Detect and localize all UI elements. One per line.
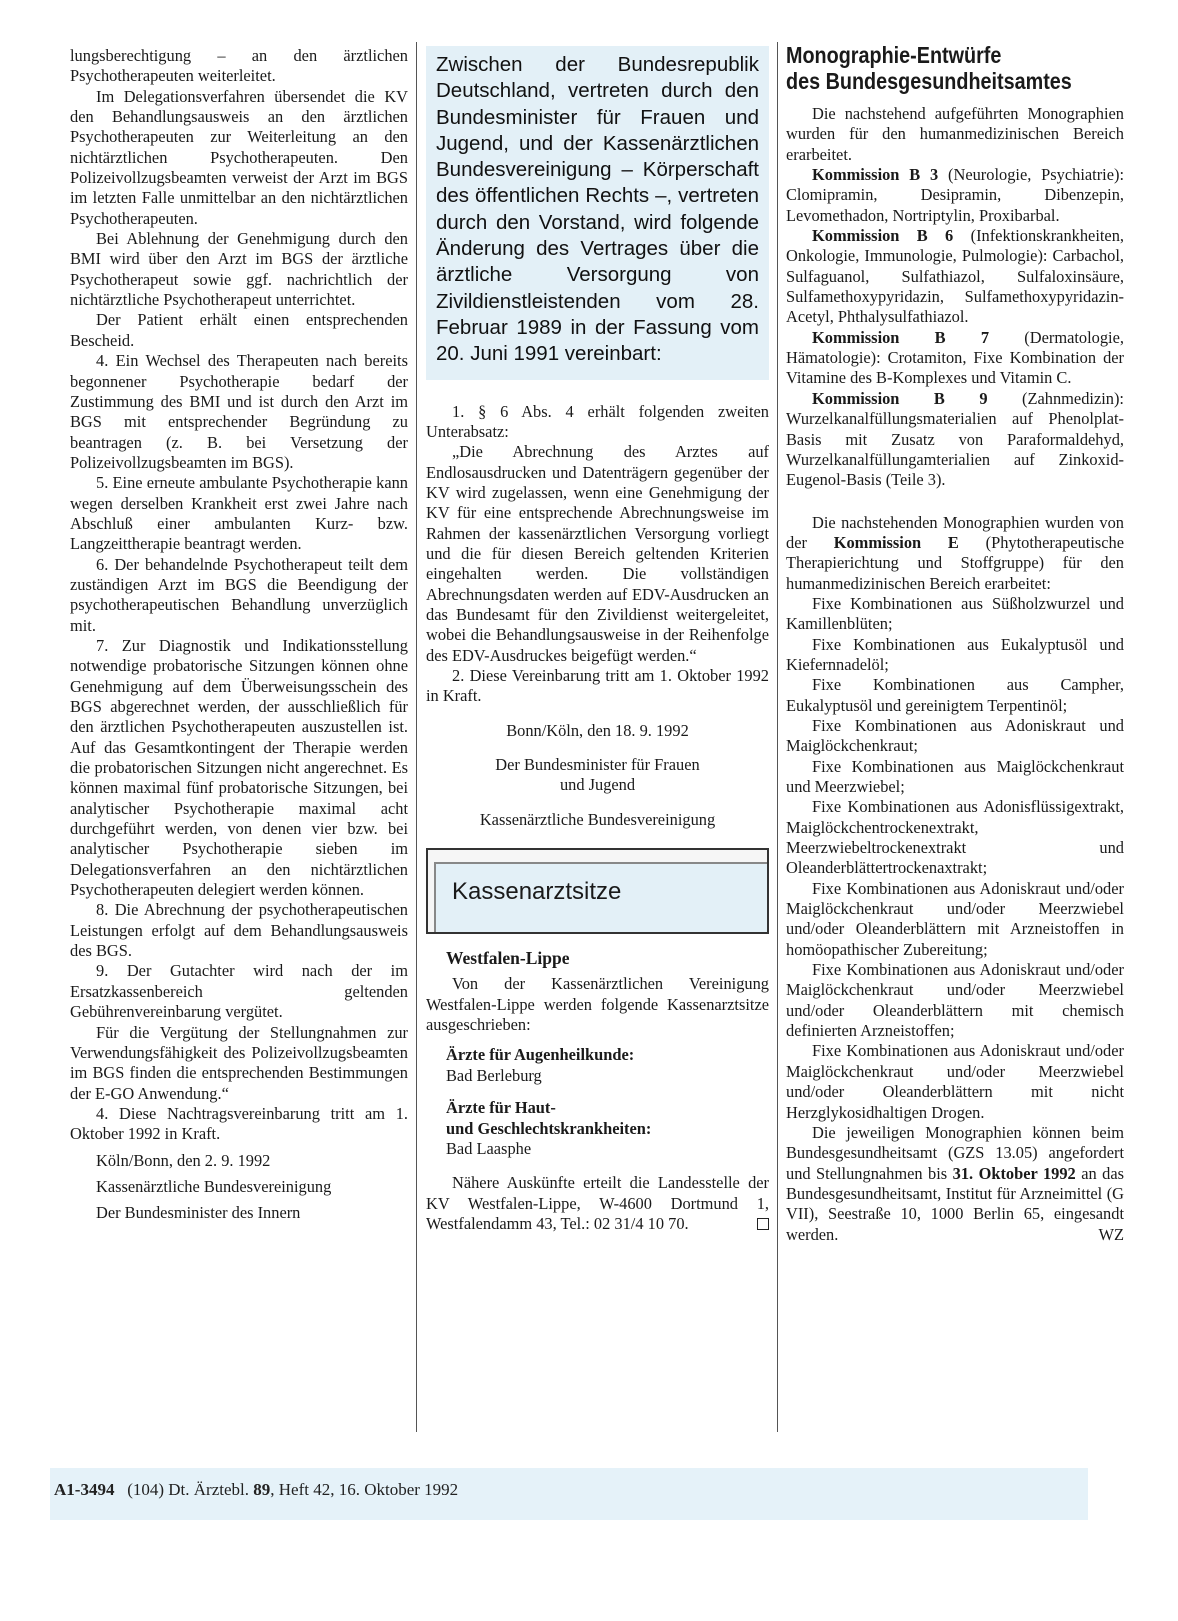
column-divider-left — [416, 42, 417, 1432]
column-right — [786, 42, 1125, 1245]
paragraph — [786, 513, 1124, 594]
paragraph: 9. Der Gutachter wird nach der im Ersatzkassenbereich geltenden Gebührenvereinbarung vergütet. — [70, 961, 408, 1022]
contact-text: Nähere Auskünfte erteilt die Landesstelle der KV Westfalen-Lippe, W-4600 Dortmund 1, Westfalendamm 43, Tel.: 02 31/4 10 70. — [426, 1173, 769, 1233]
list-item: Fixe Kombinationen aus Adoniskraut und/oder Maiglöckchenkraut und/oder Meerzwiebel und/oder Oleanderblättern mit Arzneistoffen in homöopathischer Zubereitung; — [786, 878, 1124, 959]
commission-text: (Dermatologie, Hämatologie): Crotamiton, Fixe Kombination der Vitamine des B-Komplexes und Vitamin C. — [786, 327, 1124, 388]
commission-text: (Neurologie, Psychiatrie): Clomipramin, Desipramin, Dibenzepin, Levomethadon, Nortriptylin, Proxibarbal. — [786, 165, 1124, 225]
commission-label: Kommission B 3 — [812, 165, 939, 185]
specialty-place: Bad Laasphe — [446, 1138, 532, 1158]
title-line: des Bundesgesundheitsamtes — [786, 68, 1072, 94]
column-middle — [426, 46, 769, 1234]
column-divider-right — [777, 42, 778, 1432]
specialty-block — [426, 1045, 769, 1086]
text-span: Die nachstehenden Monographien wurden von der — [786, 512, 1124, 552]
list-item: Fixe Kombinationen aus Campher, Eukalyptusöl und gereinigtem Terpentinöl; — [786, 675, 1124, 715]
paragraph: 4. Ein Wechsel des Therapeuten nach bereits begonnener Psychotherapie bedarf der Zustimmung des BMI und ist durch den Arzt im BGS mit entsprechender Begründung zu beantragen (z. B. bei Versetzung der Polizeivollzugsbeamten im BGS). — [70, 351, 408, 472]
paragraph — [786, 165, 1124, 226]
paragraph: Bei Ablehnung der Genehmigung durch den BMI wird über den Arzt im BGS der ärztliche Psychotherapeut sowie ggf. nachrichtlich der nichtärztliche Psychotherapeut unterrichtet. — [70, 229, 408, 310]
paragraph: Im Delegationsverfahren übersendet die KV den Behandlungsausweis an den ärztlichen Psychotherapeuten zur Weiterleitung an den nichtärztlichen Psychotherapeuten. Den Polizeivollzugsbeamten verweist der Arzt im BGS im letzten Falle unmittelbar an den nichtärztlichen Psychotherapeuten. — [70, 86, 408, 228]
paragraph: 6. Der behandelnde Psychotherapeut teilt dem zuständigen Arzt im BGS die Beendigung der psychotherapeutischen Behandlung unverzüglich mit. — [70, 554, 408, 635]
paragraph — [786, 1123, 1124, 1245]
footer-issue: , Heft 42, 16. Oktober 1992 — [270, 1480, 459, 1499]
paragraph — [786, 226, 1124, 328]
page-footer — [54, 1480, 458, 1500]
footer-journal: (104) Dt. Ärztebl. — [127, 1480, 254, 1499]
signatory: Kassenärztliche Bundesvereinigung — [96, 1176, 332, 1196]
end-mark-icon — [757, 1218, 769, 1230]
specialty-title: und Geschlechtskrankheiten: — [446, 1118, 652, 1138]
text-span: Die jeweiligen Monographien können beim Bundesgesundheitsamt (GZS 13.05) angefordert und Stellungnahmen bis — [786, 1122, 1124, 1183]
commission-label: Kommission B 9 — [812, 388, 988, 408]
text-span: (Phytotherapeutische Therapierichtung und Stoffgruppe) für den humanmedizinischen Bereich erarbeitet: — [786, 532, 1125, 593]
commission-label: Kommission B 7 — [812, 327, 990, 347]
paragraph: Der Patient erhält einen entsprechenden Bescheid. — [70, 310, 408, 350]
specialty-block — [426, 1098, 769, 1159]
paragraph: „Die Abrechnung des Arztes auf Endlosausdrucken und Datenträgern gegenüber der KV wird zugelassen, wenn eine Genehmigung der KV für eine entsprechende Abrechnungsweise im Rahmen der kassenärztlichen Versorgung vorliegt und die für diesen Bereich geltenden Kriterien eingehalten werden. Die vollständigen Abrechnungsdaten werden auf EDV-Ausdrucken an das Bundesamt für den Zivildienst weitergeleitet, wobei die Behandlungsausweise in der Reihenfolge des EDV-Ausdruckes beigefügt werden.“ — [426, 442, 769, 665]
signatory: Der Bundesminister für Frauen und Jugend — [495, 755, 700, 795]
list-item: Fixe Kombinationen aus Adoniskraut und/oder Maiglöckchenkraut und/oder Meerzwiebel und/oder Oleanderblättern mit chemisch definierten Arzneistoffen; — [786, 960, 1124, 1041]
paragraph: 8. Die Abrechnung der psychotherapeutischen Leistungen erfolgt auf dem Behandlungsausweis des BGS. — [70, 900, 408, 961]
specialty-place: Bad Berleburg — [446, 1065, 542, 1085]
paragraph: Von der Kassenärztlichen Vereinigung Westfalen-Lippe werden folgende Kassenarztsitze ausgeschrieben: — [426, 974, 769, 1035]
specialty-title: Ärzte für Augenheilkunde: — [446, 1045, 635, 1065]
commission-label: Kommission E — [833, 532, 959, 552]
section-header-box — [426, 848, 769, 934]
specialty-title: Ärzte für Haut- — [446, 1098, 556, 1118]
paragraph: lungsberechtigung – an den ärztlichen Psychotherapeuten weiterleitet. — [70, 46, 408, 86]
region-heading: Westfalen-Lippe — [446, 948, 570, 969]
paragraph — [786, 328, 1124, 389]
title-line: Monographie-Entwürfe — [786, 42, 1002, 68]
signatory: Kassenärztliche Bundesvereinigung — [479, 809, 716, 829]
paragraph: 1. § 6 Abs. 4 erhält folgenden zweiten Unterabsatz: — [426, 401, 769, 441]
paragraph: 5. Eine erneute ambulante Psychotherapie kann wegen derselben Krankheit erst zwei Jahre nach Abschluß einer ambulanten Kurz- bzw. Langzeittherapie beantragt werden. — [70, 473, 408, 554]
list-item: Fixe Kombinationen aus Süßholzwurzel und Kamillenblüten; — [786, 593, 1124, 634]
paragraph: 4. Diese Nachtragsvereinbarung tritt am 1. Oktober 1992 in Kraft. — [70, 1103, 408, 1144]
section-title: Kassenarztsitze — [434, 862, 767, 932]
paragraph: Die nachstehend aufgeführten Monographien wurden für den humanmedizinischen Bereich erarbeitet. — [786, 104, 1124, 164]
column-left — [70, 46, 408, 1224]
text-span: an das Bundesgesundheitsamt, Institut für Arzneimittel (G VII), Seestraße 10, 1000 Berlin 65, eingesandt werden. — [786, 1163, 1125, 1244]
paragraph: 2. Diese Vereinbarung tritt am 1. Oktober 1992 in Kraft. — [426, 666, 769, 706]
list-item: Fixe Kombinationen aus Eukalyptusöl und Kiefernnadelöl; — [786, 634, 1124, 674]
place-date: Köln/Bonn, den 2. 9. 1992 — [96, 1150, 271, 1170]
commission-label: Kommission B 6 — [812, 226, 954, 246]
list-item: Fixe Kombinationen aus Adoniskraut und/oder Maiglöckchenkraut und/oder Meerzwiebel und/oder Oleanderblättern mit nicht Herzglykosidhaltigen Drogen. — [786, 1041, 1124, 1122]
agreement-intro-box: Zwischen der Bundesrepublik Deutschland, vertreten durch den Bundesminister für Frauen und Jugend, und der Kassenärztlichen Bundesvereinigung – Körperschaft des öffentlichen Rechts –, vertreten durch den Vorstand, wird folgende Änderung des Vertrages über die ärztliche Versorgung von Zivildienstleistenden vom 28. Februar 1989 in der Fassung vom 20. Juni 1991 vereinbart: — [426, 46, 769, 380]
article-title — [786, 42, 1123, 94]
author-initials: WZ — [1098, 1224, 1124, 1244]
paragraph: Für die Vergütung der Stellungnahmen zur Verwendungsfähigkeit des Polizeivollzugsbeamten im BGS finden die entsprechenden Bestimmungen der E-GO Anwendung.“ — [70, 1022, 408, 1103]
list-item: Fixe Kombinationen aus Adonisflüssigextrakt, Maiglöckchentrockenextrakt, Meerzwiebeltrockenextrakt und Oleanderblättertrockenaxtrakt; — [786, 797, 1124, 878]
footer-volume: 89 — [253, 1480, 271, 1499]
commission-text: (Infektionskrankheiten, Onkologie, Immunologie, Pulmologie): Carbachol, Sulfaguanol, Sulfathiazol, Sulfaloxinsäure, Sulfamethoxypyridazin, Sulfamethoxypyridazin-Acetyl, Phthalysulfathiazol. — [786, 226, 1124, 327]
page-code: A1-3494 — [54, 1480, 115, 1499]
place-date: Bonn/Köln, den 18. 9. 1992 — [506, 720, 689, 740]
signatory: Der Bundesminister des Innern — [96, 1203, 301, 1223]
deadline-date: 31. Oktober 1992 — [952, 1163, 1076, 1183]
paragraph: 7. Zur Diagnostik und Indikationsstellung notwendige probatorische Sitzungen können ohne Genehmigung auf dem Überweisungsschein des BGS abgerechnet werden, der ausschließlich für den ärztlichen Psychotherapeuten auszustellen ist. Auf das Gesamtkontingent der Therapie werden die probatorischen Sitzungen nicht angerechnet. Es können maximal fünf probatorische Sitzungen, bei analytischer Psychotherapie maximal acht durchgeführt werden, von denen vier bzw. bei analytischer Psychotherapie sieben im Delegationsverfahren an den nichtärztlichen Psychotherapeuten delegiert werden können. — [70, 635, 408, 900]
list-item: Fixe Kombinationen aus Maiglöckchenkraut und Meerzwiebel; — [786, 756, 1124, 796]
paragraph — [786, 389, 1124, 491]
paragraph — [426, 1173, 769, 1234]
commission-text: (Zahnmedizin): Wurzelkanalfüllungsmaterialien auf Phenolplat-Basis mit Zusatz von Paraformaldehyd, Wurzelkanalfüllungamterialien auf Zinkoxid-Eugenol-Basis (Teile 3). — [786, 388, 1124, 490]
list-item: Fixe Kombinationen aus Adoniskraut und Maiglöckchenkraut; — [786, 715, 1124, 756]
